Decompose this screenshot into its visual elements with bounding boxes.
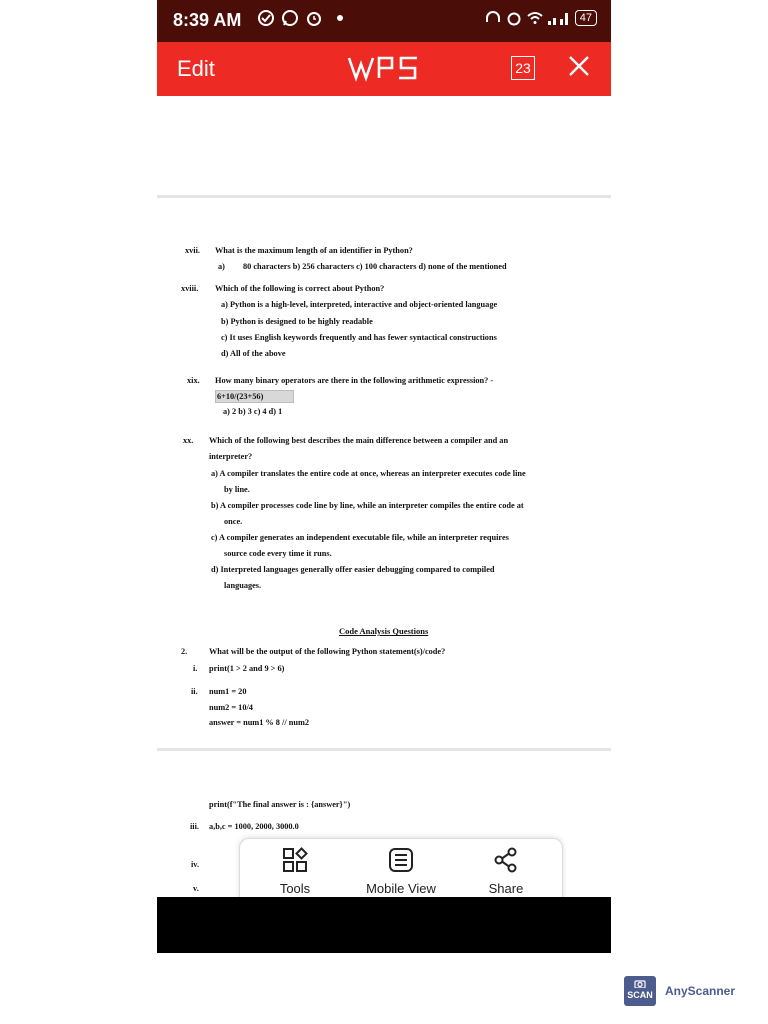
page-separator [157,195,611,198]
mobile-view-button[interactable] [351,847,451,896]
option-c: c) A compiler generates an independent executable file, while an interpreter requires [211,533,509,542]
notification-icons [257,9,343,27]
whatsapp-icon [281,9,299,27]
option-a-cont: by line. [224,485,250,494]
option-label: a) [218,262,225,271]
notification-dot [337,15,343,21]
share-button[interactable] [456,847,556,896]
option-a: a) A compiler translates the entire code at once, whereas an interpreter executes code line [211,469,526,478]
sub-number: ii. [191,687,198,696]
system-icons [485,10,597,26]
alarm-icon [305,9,323,27]
edit-button[interactable]: Edit [177,56,215,81]
question-number: xix. [187,376,200,385]
code-line: num1 = 20 [209,687,247,696]
mobile-view-icon [388,847,414,873]
option-c: c) It uses English keywords frequently and has fewer syntactical constructions [221,333,497,342]
question-text: How many binary operators are there in the following arithmetic expression? - [215,376,494,385]
camera-icon [634,979,646,988]
navigation-bar [157,897,611,953]
close-icon[interactable] [567,54,591,78]
option-b: b) A compiler processes code line by line, while an interpreter compiles the entire code at [211,501,524,510]
status-bar [157,0,611,42]
code-line: a,b,c = 1000, 2000, 3000.0 [209,822,299,831]
app-bar [157,42,611,96]
option-b-cont: once. [224,517,243,526]
scan-badge-label: SCAN [627,990,653,1000]
sub-number: iii. [190,822,199,831]
wps-logo [347,54,421,82]
bottom-toolbar [239,838,563,900]
option-d: d) All of the above [221,349,286,358]
tools-label: Tools [279,881,311,896]
sync-icon [257,9,275,27]
phone-screen [157,0,611,953]
page-count-button[interactable]: 23 [511,56,535,80]
question-number: 2. [181,647,188,656]
question-text-cont: interpreter? [209,452,253,461]
code-line: print(1 > 2 and 9 > 6) [209,664,285,673]
sub-number: v. [193,884,199,893]
signal-icon [548,11,570,25]
option-d-cont: languages. [224,581,262,590]
question-number: xvii. [185,246,200,255]
headphones-icon [485,10,501,26]
sub-number: iv. [191,860,200,869]
question-text: Which of the following best describes the main difference between a compiler and an [209,436,509,445]
expression-highlight: 6+10/(23+56) [215,390,294,403]
battery-indicator: 47 [575,10,597,26]
mobile-view-label: Mobile View [366,881,436,896]
question-options: a) 2 b) 3 c) 4 d) 1 [223,407,283,416]
question-text: What is the maximum length of an identifier in Python? [215,246,413,255]
page-separator [157,748,611,751]
alarm-icon [506,10,522,26]
anyscanner-watermark [624,976,735,1006]
tools-button[interactable] [245,847,345,896]
scan-badge [624,976,656,1006]
status-time: 8:39 AM [173,10,242,30]
question-options: 80 characters b) 256 characters c) 100 characters d) none of the mentioned [243,262,507,271]
section-heading: Code Analysis Questions [339,626,429,636]
option-a: a) Python is a high-level, interpreted, interactive and object-oriented language [221,300,498,309]
option-d: d) Interpreted languages generally offer easier debugging compared to compiled [211,565,495,574]
question-text: Which of the following is correct about Python? [215,284,385,293]
document-view[interactable] [157,96,611,897]
question-number: xviii. [181,284,199,293]
option-c-cont: source code every time it runs. [224,549,332,558]
watermark-text: AnyScanner [665,984,736,998]
share-label: Share [488,881,524,896]
tools-icon [282,847,308,873]
question-number: xx. [183,436,194,445]
sub-number: i. [193,664,198,673]
code-line: print(f"The final answer is : {answer}") [209,800,351,809]
code-line: num2 = 10/4 [209,703,253,712]
share-icon [493,847,519,873]
wifi-icon [527,10,543,26]
option-b: b) Python is designed to be highly readable [221,317,373,326]
code-line: answer = num1 % 8 // num2 [209,718,310,727]
question-text: What will be the output of the following Python statement(s)/code? [209,647,446,656]
